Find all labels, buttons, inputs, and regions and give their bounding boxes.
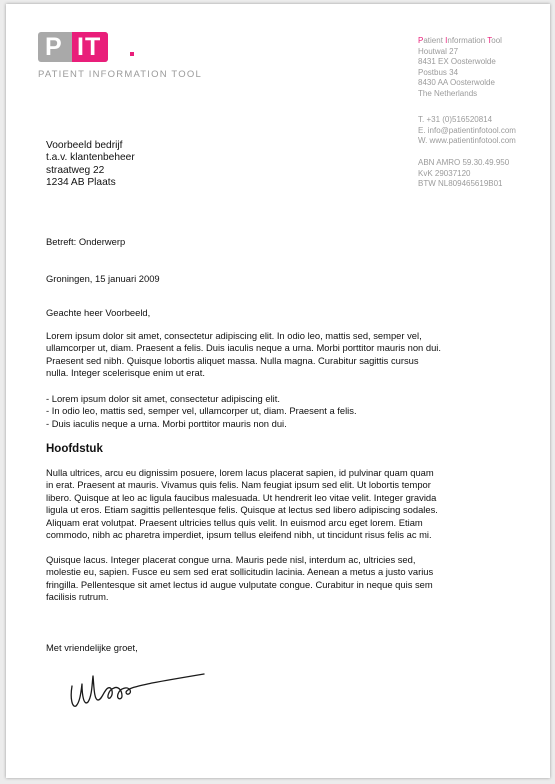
text-line: ligula ut eros. Etiam sagittis pellentesque felis. Quisque at lectus sed libero adipiscing sodales. (46, 504, 438, 516)
paragraph-3 (46, 554, 433, 604)
website-line: W. www.patientinfotool.com (418, 136, 516, 146)
list-item: - In odio leo, mattis sed, semper vel, ullamcorper ut, diam. Praesent a felis. (46, 405, 357, 417)
btw-line: BTW NL809465619B01 (418, 179, 503, 189)
bank-line: ABN AMRO 59.30.49.950 (418, 158, 510, 167)
text-line: fringilla. Pellentesque sit amet lectus id augue vulputate congue. Curabitur in neque quis sem (46, 578, 433, 590)
salutation: Geachte heer Voorbeeld, (46, 307, 151, 318)
section-heading: Hoofdstuk (46, 443, 103, 455)
bank-block (418, 158, 509, 190)
list-item: - Duis iaculis neque a urna. Morbi porttitor mauris non dui. (46, 417, 287, 429)
text-line: Lorem ipsum dolor sit amet, consectetur adipiscing elit. In odio leo, mattis sed, semper vel, (46, 330, 422, 341)
paragraph-2 (46, 467, 438, 541)
logo-pink-block (72, 32, 108, 62)
text-line: facilisis rutrum. (46, 591, 109, 603)
text-line: libero. Quisque at leo ac ligula faucibus malesuada. Ut hendrerit leo vitae velit. Integer gravida (46, 491, 437, 503)
recipient-line: t.a.v. klantenbeheer (46, 152, 135, 164)
bullet-list (46, 393, 357, 430)
kvk-line: KvK 29037120 (418, 168, 471, 178)
recipient-line: straatweg 22 (46, 164, 105, 176)
recipient-address (46, 140, 135, 190)
text-line: in erat. Praesent at mauris. Vivamus quis felis. Nam feugiat ipsum sed elit. Ut lobortis tempor (46, 479, 431, 491)
sender-block (418, 36, 502, 100)
sender-address-line: 8431 EX Oosterwolde (418, 57, 496, 67)
text-line: Nulla ultrices, arcu eu dignissim posuere, lorem lacus placerat sapien, id pulvinar quam quam (46, 467, 434, 478)
sender-name: Patient Information Tool (418, 36, 502, 45)
sender-address-line: 8430 AA Oosterwolde (418, 78, 495, 88)
text-line: Praesent sed nibh. Quisque lobortis aliquet massa. Nulla magna. Curabitur sagittis cursus (46, 354, 419, 366)
text-line: Quisque lacus. Integer placerat congue urna. Mauris pede nisl, interdum ac, ultricies sed, (46, 554, 416, 565)
recipient-line: Voorbeeld bedrijf (46, 140, 123, 151)
handwritten-signature (68, 670, 210, 718)
letter-page (6, 4, 550, 778)
closing-line: Met vriendelijke groet, (46, 642, 138, 653)
paragraph-1 (46, 330, 441, 380)
logo-letters-it: IT (77, 33, 102, 61)
list-item: - Lorem ipsum dolor sit amet, consectetur adipiscing elit. (46, 393, 280, 404)
text-line: molestie eu, sapien. Fusce eu sem sed erat sollicitudin lacinia. Aenean a metus a justo varius (46, 566, 434, 578)
sender-address-line: Postbus 34 (418, 67, 459, 77)
text-line: Aliquam erat volutpat. Praesent ultricies tellus quis velit. In euismod arcu eget lorem. Etiam (46, 516, 423, 528)
text-line: ullamcorper ut, diam. Praesent a felis. Duis iaculis neque a urna. Morbi porttitor mauris non dui. (46, 342, 441, 354)
logo-tagline: PATIENT INFORMATION TOOL (38, 69, 202, 80)
email-line: E. info@patientinfotool.com (418, 125, 516, 135)
sender-address-line: Houtwal 27 (418, 46, 459, 56)
logo-pink-dot (130, 52, 134, 56)
sender-address-line: The Netherlands (418, 88, 478, 98)
recipient-line: 1234 AB Plaats (46, 177, 116, 189)
text-line: nulla. Integer scelerisque enim ut erat. (46, 367, 205, 379)
logo-letter-p: P (45, 33, 62, 61)
subject-line: Betreft: Onderwerp (46, 236, 126, 247)
pit-logo (38, 32, 108, 62)
date-line: Groningen, 15 januari 2009 (46, 273, 160, 284)
contact-block (418, 115, 516, 147)
text-line: commodo, nibh ac pharetra imperdiet, ipsum tellus eleifend nibh, ut tincidunt risus felis ac mi. (46, 529, 432, 541)
phone-line: T. +31 (0)516520814 (418, 115, 493, 124)
